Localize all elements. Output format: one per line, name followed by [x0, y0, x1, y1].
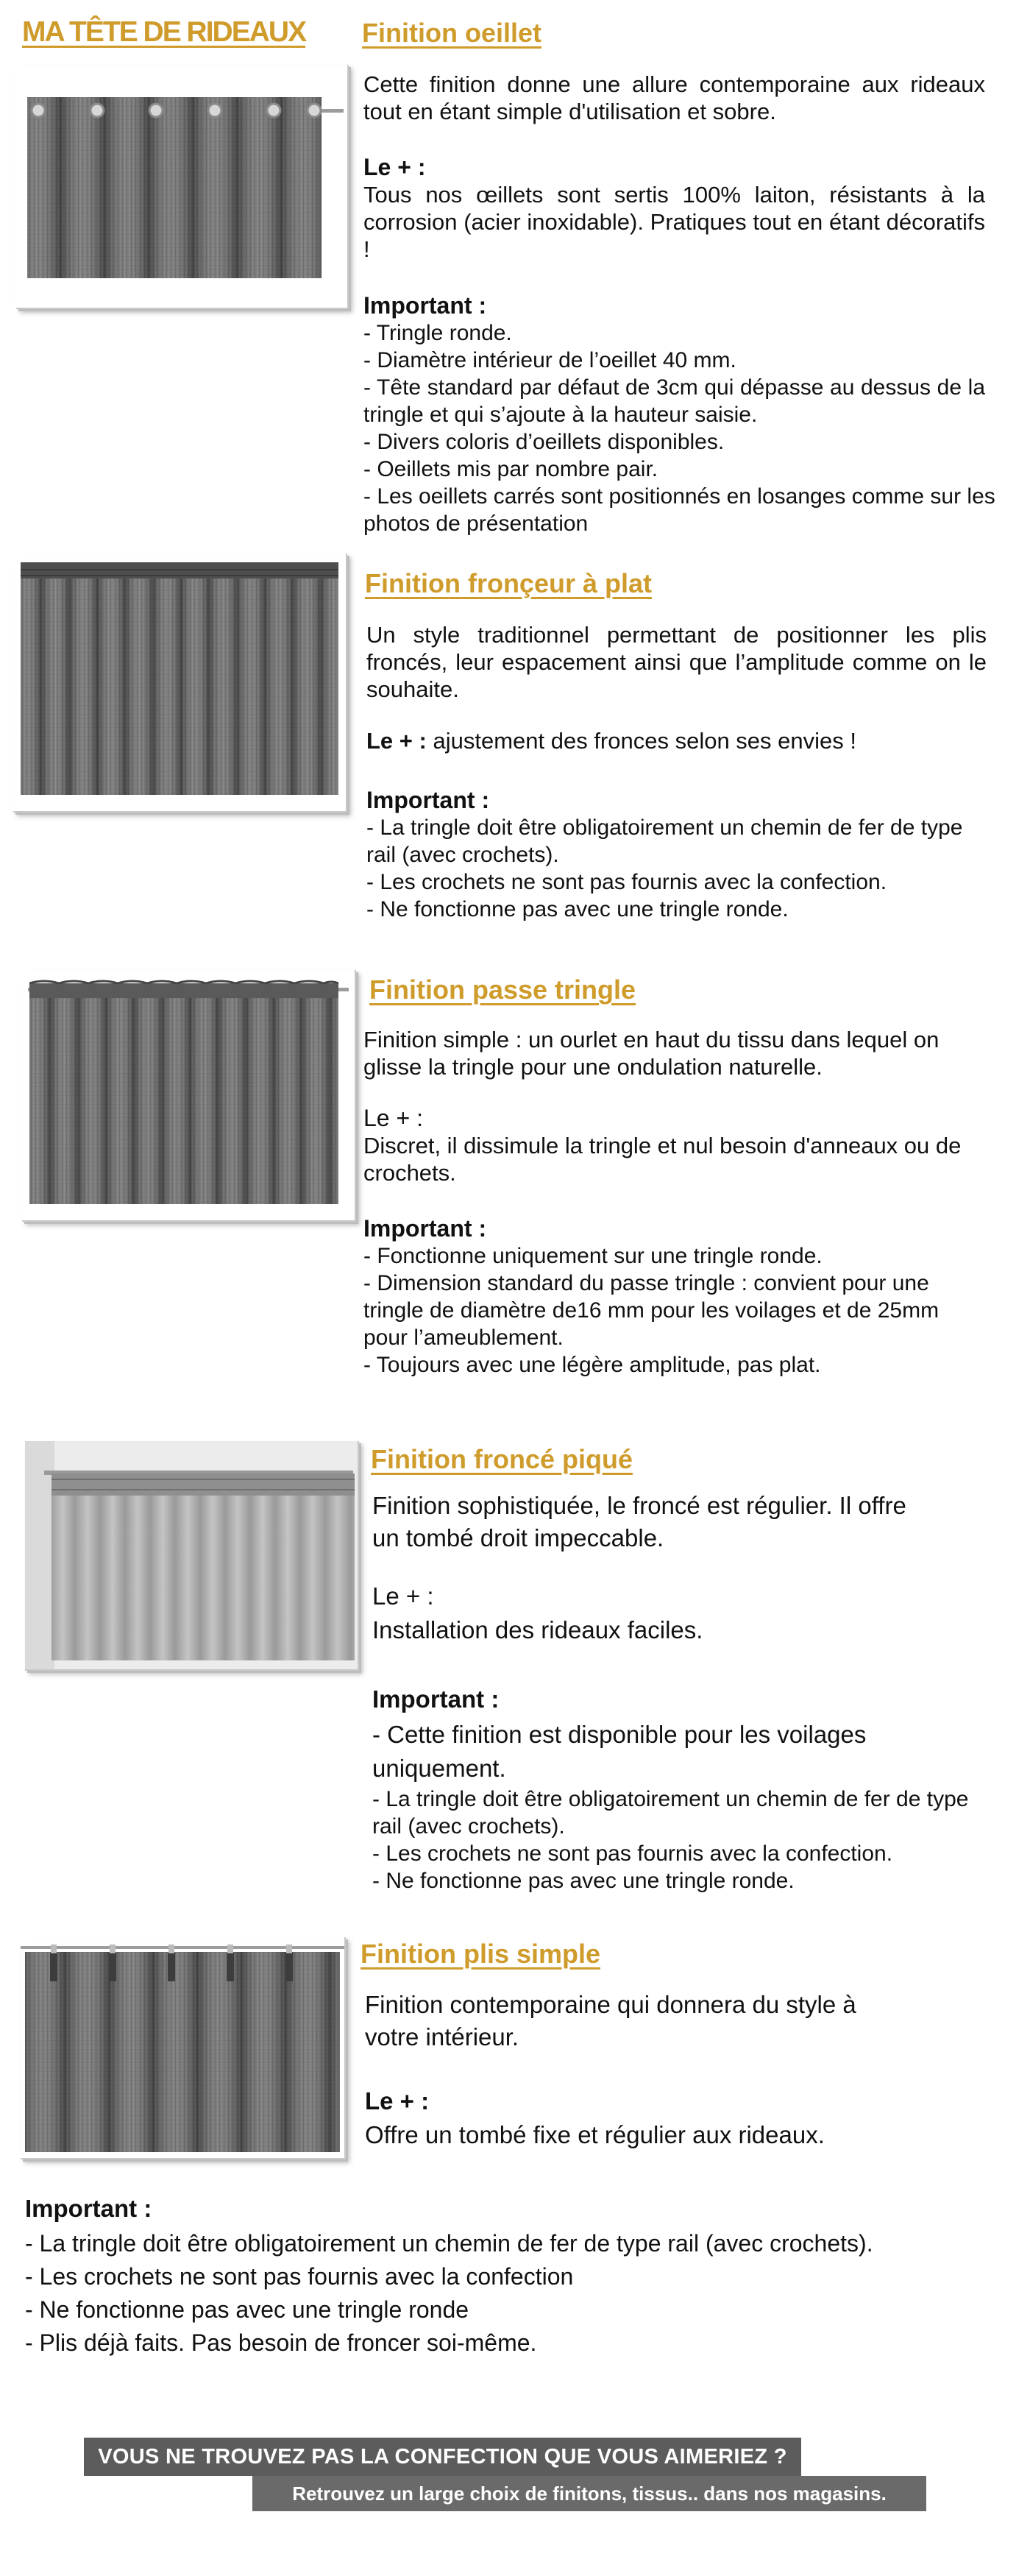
- curtain-pleat-image: [13, 553, 346, 811]
- passe-important-label: Important :: [363, 1215, 487, 1242]
- curtain-pinch-pleat-image: [21, 1937, 344, 2158]
- curtain-sheer-image: [25, 1441, 358, 1669]
- passe-photo: [22, 970, 356, 1222]
- list-item: - La tringle doit être obligatoirement un chemin de fer de type rail (avec crochets).: [25, 2230, 873, 2257]
- plis-important-label: Important :: [25, 2195, 152, 2222]
- section-title-oeillet: Finition oeillet: [362, 18, 541, 48]
- list-item: - Ne fonctionne pas avec une tringle ronde.: [372, 1869, 795, 1893]
- fronceur-important-label: Important :: [366, 787, 490, 813]
- passe-plus-label: Le + :: [363, 1105, 423, 1131]
- list-item: - Les crochets ne sont pas fournis avec la confection.: [372, 1841, 893, 1866]
- passe-description: Finition simple : un ourlet en haut du tissu dans lequel on glisse la tringle pour une ondulation naturelle.: [363, 1027, 940, 1080]
- fronceur-plus: [366, 727, 856, 754]
- passe-important-list: [363, 1242, 989, 1379]
- passe-plus-text: Discret, il dissimule la tringle et nul besoin d'anneaux ou de crochets.: [363, 1133, 962, 1186]
- curtain-eyelet-image: [16, 65, 347, 308]
- oeillet-plus-label: Le + :: [363, 154, 426, 180]
- list-item: - Divers coloris d’oeillets disponibles.: [363, 430, 725, 454]
- list-item: - Les oeillets carrés sont positionnés en losanges comme sur les photos de présentation: [363, 484, 995, 536]
- section-title-fronceur: Finition fronçeur à plat: [365, 568, 653, 598]
- fronceur-plus-text: ajustement des fronces selon ses envies !: [433, 728, 856, 754]
- oeillet-photo: [16, 65, 349, 309]
- pique-photo: [25, 1441, 359, 1671]
- pique-plus-text: Installation des rideaux faciles.: [372, 1616, 703, 1643]
- list-item: - Toujours avec une légère amplitude, pas plat.: [363, 1353, 821, 1377]
- section-title-pique: Finition froncé piqué: [371, 1444, 633, 1474]
- list-item: - Tête standard par défaut de 3cm qui dépasse au dessus de la tringle et qui s’ajoute à la hauteur saisie.: [363, 375, 985, 427]
- list-item: - Ne fonctionne pas avec une tringle ronde.: [366, 897, 789, 921]
- list-item: - Diamètre intérieur de l’oeillet 40 mm.: [363, 348, 736, 372]
- oeillet-important-label: Important :: [363, 292, 487, 319]
- list-item: - La tringle doit être obligatoirement un chemin de fer de type rail (avec crochets).: [366, 815, 963, 867]
- oeillet-description: Cette finition donne une allure contemporaine aux rideaux tout en étant simple d'utilisation et sobre.: [363, 71, 985, 124]
- list-item: - La tringle doit être obligatoirement un chemin de fer de type rail (avec crochets).: [372, 1787, 969, 1839]
- curtain-rod-pocket-image: [22, 970, 355, 1220]
- section-title-plis: Finition plis simple: [360, 1939, 601, 1969]
- list-item: - Ne fonctionne pas avec une tringle ronde: [25, 2296, 469, 2323]
- fronceur-plus-label: Le + :: [366, 728, 427, 754]
- oeillet-plus-text: Tous nos œillets sont sertis 100% laiton, résistants à la corrosion (acier inoxidable). Pratiques tout en étant décoratifs !: [363, 182, 985, 262]
- list-item: - Dimension standard du passe tringle : convient pour une tringle de diamètre de16 mm pour les voilages et de 25mm pour l’ameublement.: [363, 1271, 940, 1350]
- oeillet-important-list: [363, 319, 1018, 537]
- list-item: - Cette finition est disponible pour les voilages uniquement.: [372, 1721, 867, 1782]
- list-item: - Oeillets mis par nombre pair.: [363, 457, 658, 481]
- list-item: - Plis déjà faits. Pas besoin de froncer soi-même.: [25, 2329, 537, 2356]
- pique-important-label: Important :: [372, 1685, 500, 1713]
- pique-plus-label: Le + :: [372, 1582, 434, 1610]
- pique-description: Finition sophistiquée, le froncé est régulier. Il offre un tombé droit impeccable.: [372, 1492, 906, 1551]
- plis-important-list: [25, 2227, 1011, 2360]
- list-item: - Tringle ronde.: [363, 321, 512, 345]
- plis-plus-label: Le + :: [365, 2087, 430, 2115]
- fronceur-description: Un style traditionnel permettant de positionner les plis froncés, leur espacement ainsi que l’amplitude comme on le souhaite.: [366, 622, 987, 702]
- section-title-passe: Finition passe tringle: [369, 974, 636, 1005]
- plis-plus-text: Offre un tombé fixe et régulier aux rideaux.: [365, 2121, 825, 2148]
- footer-banner-subline: Retrouvez un large choix de finitons, tissus.. dans nos magasins.: [252, 2476, 926, 2511]
- fronceur-photo: [13, 553, 347, 813]
- plis-description: Finition contemporaine qui donnera du style à votre intérieur.: [365, 1991, 856, 2050]
- fronceur-important-list: [366, 814, 988, 923]
- list-item: - Les crochets ne sont pas fournis avec la confection.: [366, 870, 887, 894]
- page-title: MA TÊTE DE RIDEAUX: [22, 16, 306, 48]
- footer-banner-headline: VOUS NE TROUVEZ PAS LA CONFECTION QUE VOUS AIMERIEZ ?: [84, 2438, 801, 2476]
- plis-photo: [21, 1937, 346, 2159]
- list-item: - Fonctionne uniquement sur une tringle ronde.: [363, 1244, 823, 1268]
- pique-important-list: [372, 1718, 994, 1894]
- list-item: - Les crochets ne sont pas fournis avec la confection: [25, 2263, 574, 2290]
